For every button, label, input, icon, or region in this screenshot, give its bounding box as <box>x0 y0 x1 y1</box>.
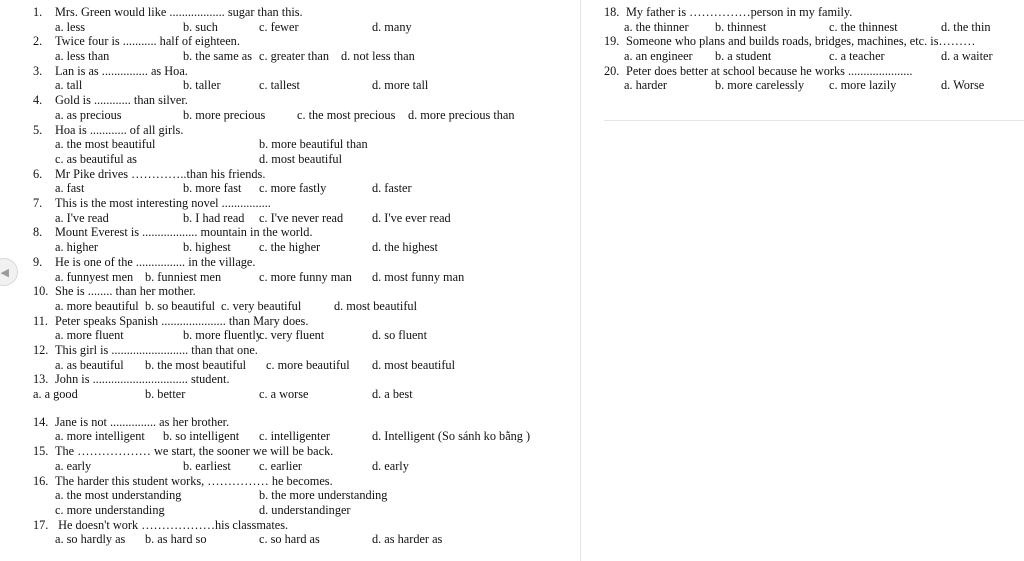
question-item <box>33 372 583 401</box>
answer-option-b[interactable]: b. more carelessly <box>715 78 805 93</box>
option-row <box>33 459 583 474</box>
question-text: The harder this student works, …………… he becomes. <box>55 473 333 488</box>
question-item <box>33 474 583 518</box>
question-stem <box>33 167 583 182</box>
answer-option-b[interactable]: b. the most beautiful <box>145 357 247 372</box>
option-row <box>33 211 583 226</box>
answer-option-d[interactable]: d. the thin <box>941 19 991 34</box>
answer-option-b[interactable]: b. taller <box>183 78 221 93</box>
answer-option-d[interactable]: d. more tall <box>372 78 429 93</box>
answer-option-d[interactable]: d. the highest <box>372 240 438 255</box>
answer-option-d[interactable]: d. Worse <box>941 78 985 93</box>
question-number: 13. <box>33 372 49 387</box>
question-item <box>33 64 583 93</box>
question-stem <box>33 5 583 20</box>
answer-option-a[interactable]: a. as precious <box>55 107 122 122</box>
option-row <box>33 532 583 547</box>
question-text: Jane is not ............... as her brother. <box>55 414 230 429</box>
option-row <box>33 240 583 255</box>
question-number: 15. <box>33 444 49 459</box>
answer-option-d[interactable]: d. a best <box>372 387 413 402</box>
answer-option-b[interactable]: b. a student <box>715 49 772 64</box>
answer-option-c[interactable]: c. the higher <box>259 240 321 255</box>
answer-option-c[interactable]: c. I've never read <box>259 210 344 225</box>
option-row <box>33 181 583 196</box>
question-text: Mrs. Green would like .................. sugar than this. <box>55 5 303 19</box>
answer-option-c[interactable]: c. very beautiful <box>221 298 302 313</box>
answer-option-d[interactable]: d. early <box>372 458 409 473</box>
answer-option-a[interactable]: a. early <box>55 458 92 473</box>
answer-option-c[interactable]: c. tallest <box>259 78 300 93</box>
spacer <box>33 402 583 415</box>
question-stem <box>604 64 1014 79</box>
answer-option-a[interactable]: a. the most understanding <box>55 488 182 503</box>
question-item <box>33 225 583 254</box>
answer-option-c[interactable]: c. intelligenter <box>259 429 331 444</box>
right-column-rule <box>604 120 1024 121</box>
question-item <box>33 123 583 167</box>
option-row <box>33 503 583 518</box>
question-stem <box>33 284 583 299</box>
option-row <box>604 49 1014 64</box>
question-stem <box>33 518 583 533</box>
question-stem <box>33 474 583 489</box>
answer-option-b[interactable]: b. as hard so <box>145 532 207 547</box>
question-stem <box>33 196 583 211</box>
question-text: The ……………… we start, the sooner we will be back. <box>55 444 334 459</box>
answer-option-a[interactable]: a. less than <box>55 49 110 64</box>
question-column-right <box>604 5 1014 93</box>
question-number: 14. <box>33 414 49 429</box>
answer-option-c[interactable]: c. greater than <box>259 49 329 64</box>
question-item <box>33 34 583 63</box>
question-item <box>604 5 1014 34</box>
option-row <box>33 358 583 373</box>
answer-option-d[interactable]: d. as harder as <box>372 532 443 547</box>
question-text: He is one of the ................ in the village. <box>55 254 256 269</box>
question-number: 16. <box>33 473 49 488</box>
answer-option-d[interactable]: d. most beautiful <box>372 357 455 372</box>
question-number: 5. <box>33 122 43 137</box>
answer-option-c[interactable]: c. a teacher <box>829 49 885 64</box>
answer-option-b[interactable]: b. the more understanding <box>259 488 388 503</box>
question-item <box>33 5 583 34</box>
question-number: 7. <box>33 196 43 211</box>
answer-option-a[interactable]: a. as beautiful <box>55 357 124 372</box>
answer-option-a[interactable]: a. so hardly as <box>55 532 126 547</box>
question-stem <box>604 34 1014 49</box>
answer-option-c[interactable]: c. fewer <box>259 19 299 34</box>
answer-option-c[interactable]: c. more fastly <box>259 181 327 196</box>
option-row <box>33 387 583 402</box>
option-row <box>33 270 583 285</box>
answer-option-a[interactable]: a. more beautiful <box>55 298 139 313</box>
answer-option-c[interactable]: c. earlier <box>259 458 303 473</box>
answer-option-a[interactable]: a. less <box>55 19 86 34</box>
answer-option-d[interactable]: d. more precious than <box>408 107 515 122</box>
question-number: 17. <box>33 517 49 532</box>
answer-option-c[interactable]: c. a worse <box>259 387 309 402</box>
answer-option-d[interactable]: d. most beautiful <box>334 298 417 313</box>
question-item <box>604 64 1014 93</box>
question-item <box>33 314 583 343</box>
answer-option-a[interactable]: a. the most beautiful <box>55 137 156 152</box>
question-stem <box>33 123 583 138</box>
question-stem <box>33 444 583 459</box>
question-number: 11. <box>33 313 48 328</box>
answer-option-b[interactable]: b. better <box>145 387 186 402</box>
answer-option-b[interactable]: b. more precious <box>183 107 266 122</box>
option-row <box>604 78 1014 93</box>
answer-option-a[interactable]: a. higher <box>55 240 99 255</box>
answer-option-c[interactable]: c. more beautiful <box>266 357 350 372</box>
answer-option-d[interactable]: d. not less than <box>341 49 415 64</box>
question-number: 8. <box>33 225 43 240</box>
answer-option-c[interactable]: c. more lazily <box>829 78 897 93</box>
question-number: 18. <box>604 5 620 19</box>
option-row <box>604 20 1014 35</box>
question-stem <box>33 64 583 79</box>
option-row <box>33 137 583 152</box>
option-row <box>33 429 583 444</box>
question-stem <box>33 415 583 430</box>
question-number: 3. <box>33 63 43 78</box>
answer-option-c[interactable]: c. the most precious <box>297 107 396 122</box>
question-item <box>33 93 583 122</box>
question-item <box>33 415 583 444</box>
question-text: Peter does better at school because he works ..................... <box>626 63 913 78</box>
answer-option-d[interactable]: d. most beautiful <box>259 151 342 166</box>
question-number: 19. <box>604 34 620 49</box>
answer-option-b[interactable]: b. more fluently <box>183 328 262 343</box>
question-stem <box>33 314 583 329</box>
question-stem <box>604 5 1014 20</box>
answer-option-a[interactable]: a. more fluent <box>55 328 124 343</box>
question-item <box>33 167 583 196</box>
answer-option-c[interactable]: c. very fluent <box>259 328 325 343</box>
question-item <box>33 444 583 473</box>
answer-option-d[interactable]: d. I've ever read <box>372 210 451 225</box>
answer-option-b[interactable]: b. so intelligent <box>163 429 240 444</box>
answer-option-b[interactable]: b. more fast <box>183 181 242 196</box>
option-row <box>33 108 583 123</box>
question-item <box>604 34 1014 63</box>
answer-option-a[interactable]: a. a good <box>33 387 78 402</box>
answer-option-d[interactable]: d. most funny man <box>372 269 465 284</box>
question-text: My father is ……………person in my family. <box>626 5 853 19</box>
question-text: Lan is as ............... as Hoa. <box>55 63 188 78</box>
option-row <box>33 488 583 503</box>
answer-option-a[interactable]: a. fast <box>55 181 85 196</box>
question-text: Gold is ............ than silver. <box>55 93 188 108</box>
question-text: He doesn't work ………………his classmates. <box>55 517 289 532</box>
option-row <box>33 78 583 93</box>
question-stem <box>33 343 583 358</box>
answer-option-a[interactable]: a. an engineer <box>624 49 693 64</box>
option-row <box>33 299 583 314</box>
answer-option-d[interactable]: d. a waiter <box>941 49 993 64</box>
answer-option-b[interactable]: b. thinnest <box>715 19 767 34</box>
question-text: Mount Everest is .................. mountain in the world. <box>55 225 313 240</box>
question-stem <box>33 225 583 240</box>
answer-option-b[interactable]: b. so beautiful <box>145 298 216 313</box>
question-number: 1. <box>33 5 43 19</box>
question-column-left <box>33 5 583 547</box>
answer-option-a[interactable]: a. funnyest men <box>55 269 134 284</box>
question-number: 12. <box>33 342 49 357</box>
question-number: 9. <box>33 254 43 269</box>
answer-option-b[interactable]: b. I had read <box>183 210 245 225</box>
question-text: This girl is ......................... than that one. <box>55 342 258 357</box>
question-text: Hoa is ............ of all girls. <box>55 122 184 137</box>
question-item <box>33 343 583 372</box>
option-row <box>33 328 583 343</box>
answer-option-c[interactable]: c. as beautiful as <box>55 151 137 166</box>
answer-option-b[interactable]: b. earliest <box>183 458 231 473</box>
question-number: 20. <box>604 63 620 78</box>
question-stem <box>33 93 583 108</box>
option-row <box>33 152 583 167</box>
answer-option-b[interactable]: b. funniest men <box>145 269 222 284</box>
answer-option-d[interactable]: d. Intelligent (So sánh ko bằng ) <box>372 429 531 444</box>
question-number: 2. <box>33 34 43 49</box>
question-number: 4. <box>33 93 43 108</box>
answer-option-a[interactable]: a. harder <box>624 78 668 93</box>
question-text: Someone who plans and builds roads, bridges, machines, etc. is……… <box>626 34 976 49</box>
question-text: Twice four is ........... half of eighteen. <box>55 34 240 49</box>
option-row <box>33 20 583 35</box>
question-text: This is the most interesting novel ................ <box>55 196 271 211</box>
question-item <box>33 196 583 225</box>
question-item <box>33 255 583 284</box>
answer-option-c[interactable]: c. more understanding <box>55 502 165 517</box>
answer-option-d[interactable]: d. understandinger <box>259 502 351 517</box>
question-text: Peter speaks Spanish ..................... than Mary does. <box>55 313 309 328</box>
prev-page-icon[interactable]: ◀ <box>0 258 18 286</box>
answer-option-b[interactable]: b. highest <box>183 240 231 255</box>
question-text: She is ........ than her mother. <box>55 284 196 299</box>
answer-option-c[interactable]: c. the thinnest <box>829 19 898 34</box>
answer-option-d[interactable]: d. so fluent <box>372 328 427 343</box>
answer-option-a[interactable]: a. I've read <box>55 210 109 225</box>
answer-option-a[interactable]: a. tall <box>55 78 83 93</box>
question-item <box>33 518 583 547</box>
answer-option-a[interactable]: a. the thinner <box>624 19 689 34</box>
question-text: John is ............................... student. <box>55 372 230 387</box>
answer-option-b[interactable]: b. such <box>183 19 218 34</box>
question-text: Mr Pike drives …………..than his friends. <box>55 166 266 181</box>
answer-option-d[interactable]: d. faster <box>372 181 412 196</box>
question-number: 10. <box>33 284 49 299</box>
question-stem <box>33 255 583 270</box>
option-row <box>33 49 583 64</box>
question-item <box>33 284 583 313</box>
answer-option-b[interactable]: b. the same as <box>183 49 252 64</box>
answer-option-c[interactable]: c. more funny man <box>259 269 352 284</box>
answer-option-c[interactable]: c. so hard as <box>259 532 320 547</box>
answer-option-a[interactable]: a. more intelligent <box>55 429 145 444</box>
question-stem <box>33 372 583 387</box>
question-stem <box>33 34 583 49</box>
question-number: 6. <box>33 166 43 181</box>
answer-option-d[interactable]: d. many <box>372 19 412 34</box>
answer-option-b[interactable]: b. more beautiful than <box>259 137 368 152</box>
